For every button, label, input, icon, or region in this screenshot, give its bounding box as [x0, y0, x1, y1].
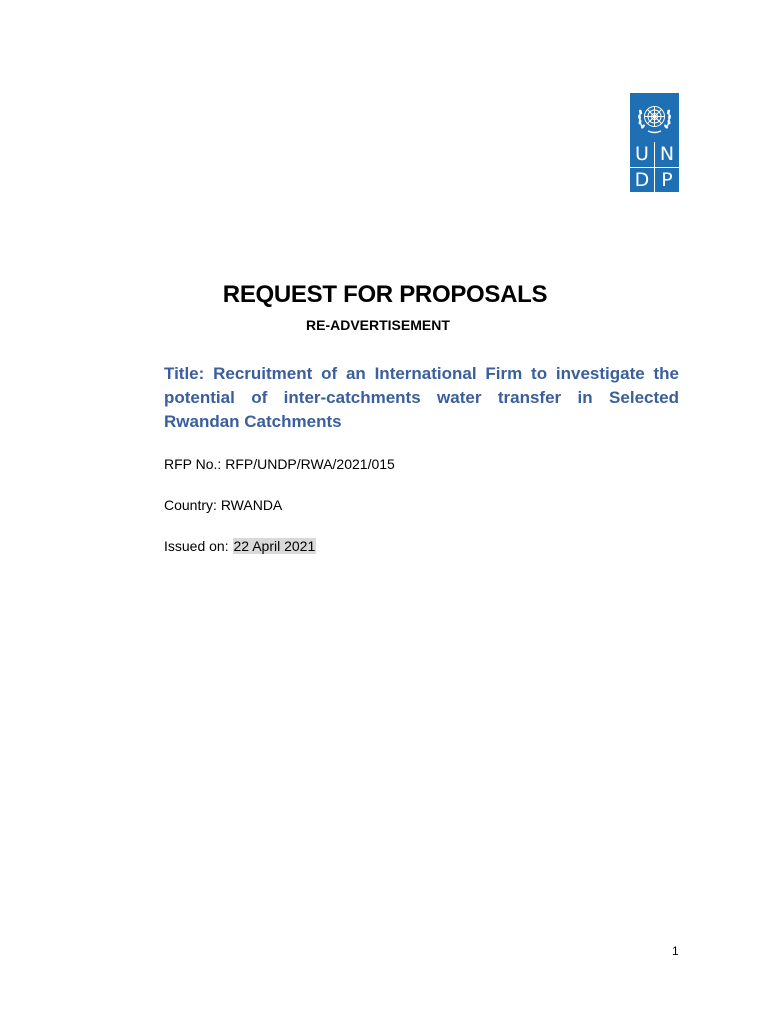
- undp-logo: [630, 93, 679, 192]
- logo-letter-n: N: [655, 142, 679, 167]
- document-title: Title: Recruitment of an International Firm to investigate the potential of inter-catchments water transfer in Selected Rwandan Catchments: [164, 364, 679, 431]
- issued-label: Issued on:: [164, 538, 233, 554]
- heading-text: REQUEST FOR PROPOSALS: [222, 281, 548, 308]
- logo-letter-d: D: [630, 168, 654, 193]
- document-heading: [0, 281, 770, 309]
- document-subheading: RE-ADVERTISEMENT: [306, 317, 450, 333]
- logo-letter-u: U: [630, 142, 654, 167]
- un-emblem-icon: [634, 97, 675, 138]
- undp-letters: [630, 142, 679, 192]
- issued-value: 22 April 2021: [233, 538, 316, 554]
- country-label: Country:: [164, 497, 221, 513]
- rfp-number-label: RFP No.:: [164, 456, 226, 472]
- rfp-number: [164, 456, 395, 472]
- issued-date: [164, 538, 316, 554]
- country: [164, 497, 282, 513]
- page-number: 1: [672, 944, 679, 958]
- rfp-number-value: RFP/UNDP/RWA/2021/015: [225, 456, 395, 472]
- logo-letter-p: P: [655, 168, 679, 193]
- country-value: RWANDA: [220, 497, 283, 513]
